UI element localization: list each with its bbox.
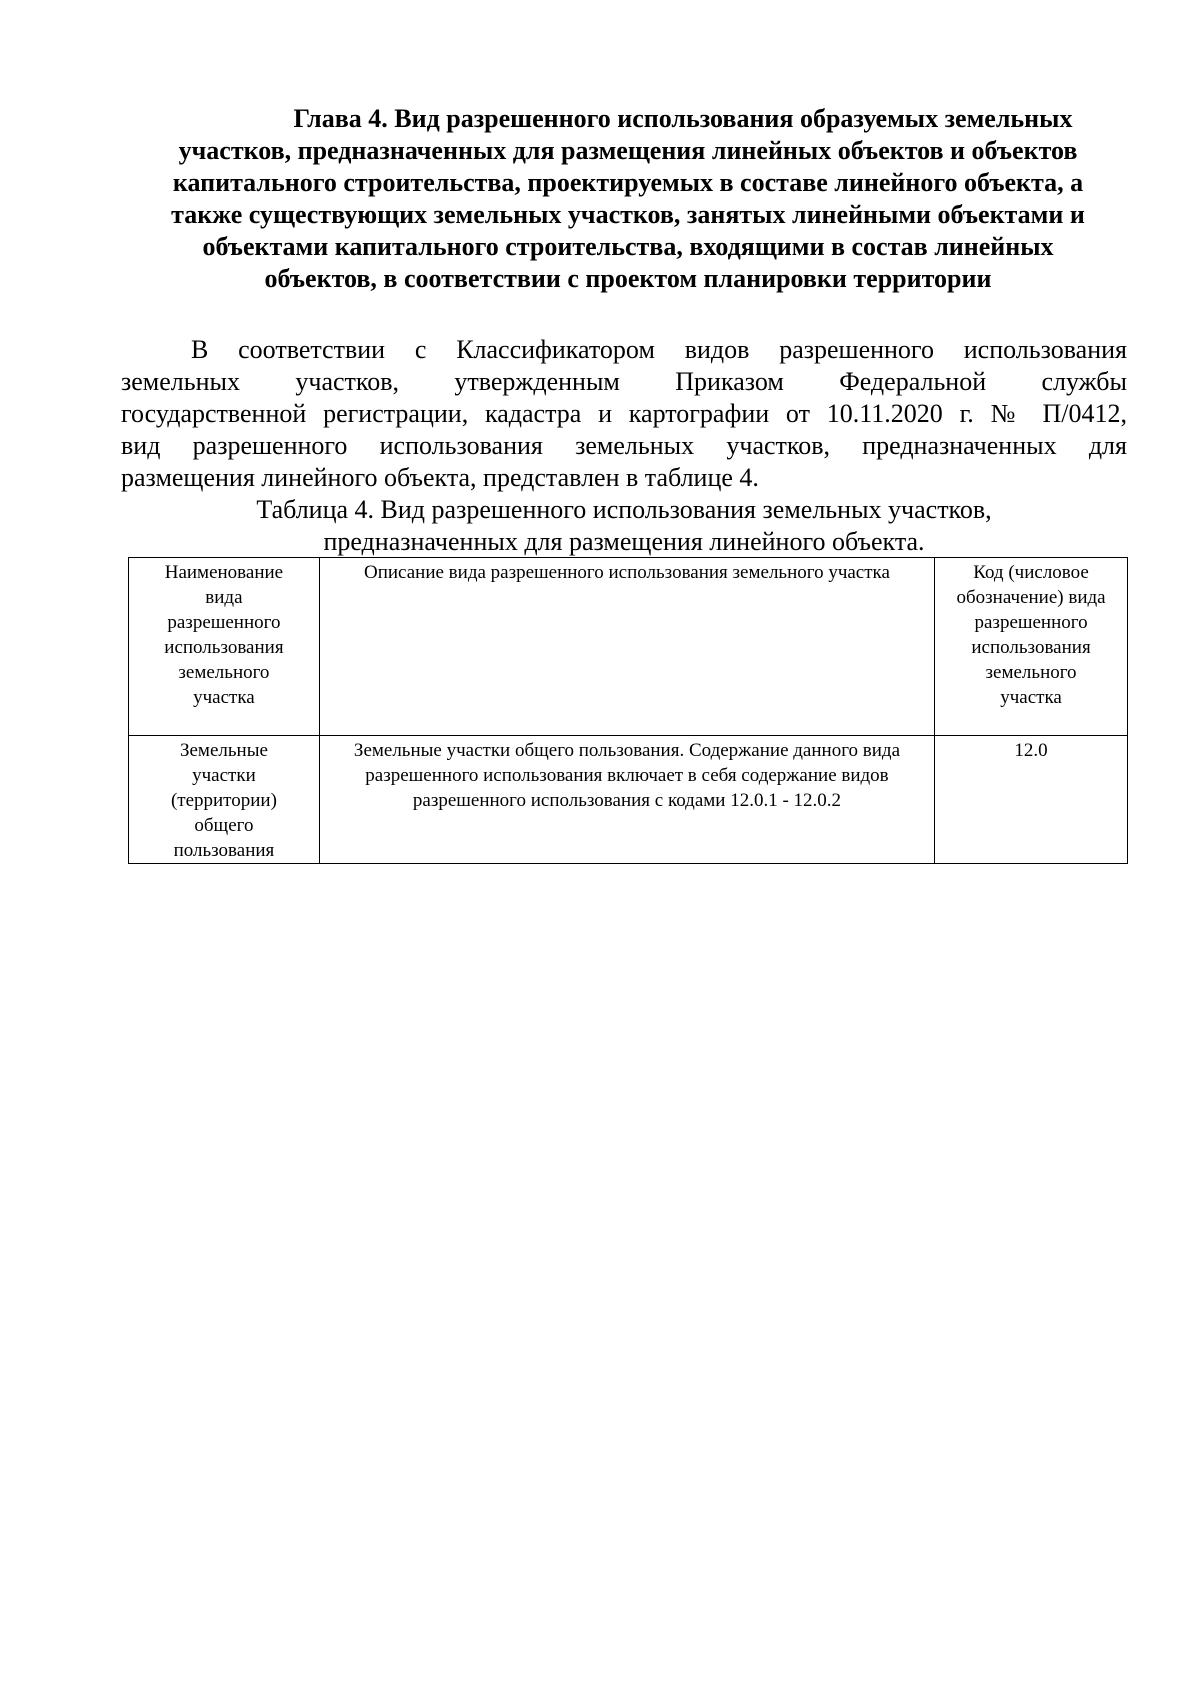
table-row [129, 736, 1128, 864]
heading-line: капитального строительства, проектируемых в составе линейного объекта, а [172, 168, 1084, 197]
paragraph-line: вид разрешенного использования земельных участков, предназначенных для [121, 431, 1127, 460]
caption-line: предназначенных для размещения линейного объекта. [323, 527, 925, 556]
header-name-cell: Наименование вида разрешенного использования земельного участка [129, 558, 320, 736]
table-header-row [129, 558, 1128, 736]
paragraph-line: размещения линейного объекта, представлен в таблице 4. [121, 463, 759, 492]
header-description-cell: Описание вида разрешенного использования земельного участка [319, 558, 934, 736]
paragraph-line: земельных участков, утвержденным Приказом Федеральной службы [121, 367, 1127, 396]
heading-line: объектов, в соответствии с проектом планировки территории [264, 264, 992, 293]
body-paragraph [121, 334, 1127, 494]
row-name-cell: Земельные участки (территории) общего пользования [129, 736, 320, 864]
table-caption [121, 494, 1127, 558]
heading-line: участков, предназначенных для размещения линейных объектов и объектов [178, 136, 1078, 165]
row-code-cell: 12.0 [935, 736, 1128, 864]
caption-line: Таблица 4. Вид разрешенного использования земельных участков, [256, 495, 992, 524]
heading-line: также существующих земельных участков, занятых линейными объектами и [171, 200, 1085, 229]
paragraph-line: государственной регистрации, кадастра и картографии от 10.11.2020 г. № П/0412, [121, 399, 1127, 428]
row-description-cell: Земельные участки общего пользования. Содержание данного вида разрешенного использования включает в себя содержание видов разрешенного использования с кодами 12.0.1 - 12.0.2 [319, 736, 934, 864]
chapter-heading [128, 103, 1128, 295]
land-use-table [128, 557, 1128, 864]
paragraph-line: В соответствии с Классификатором видов разрешенного использования [191, 335, 1127, 364]
heading-line: объектами капитального строительства, входящими в состав линейных [202, 232, 1054, 261]
header-code-cell: Код (числовое обозначение) вида разрешенного использования земельного участка [935, 558, 1128, 736]
heading-line: Глава 4. Вид разрешенного использования образуемых земельных [293, 104, 1073, 133]
